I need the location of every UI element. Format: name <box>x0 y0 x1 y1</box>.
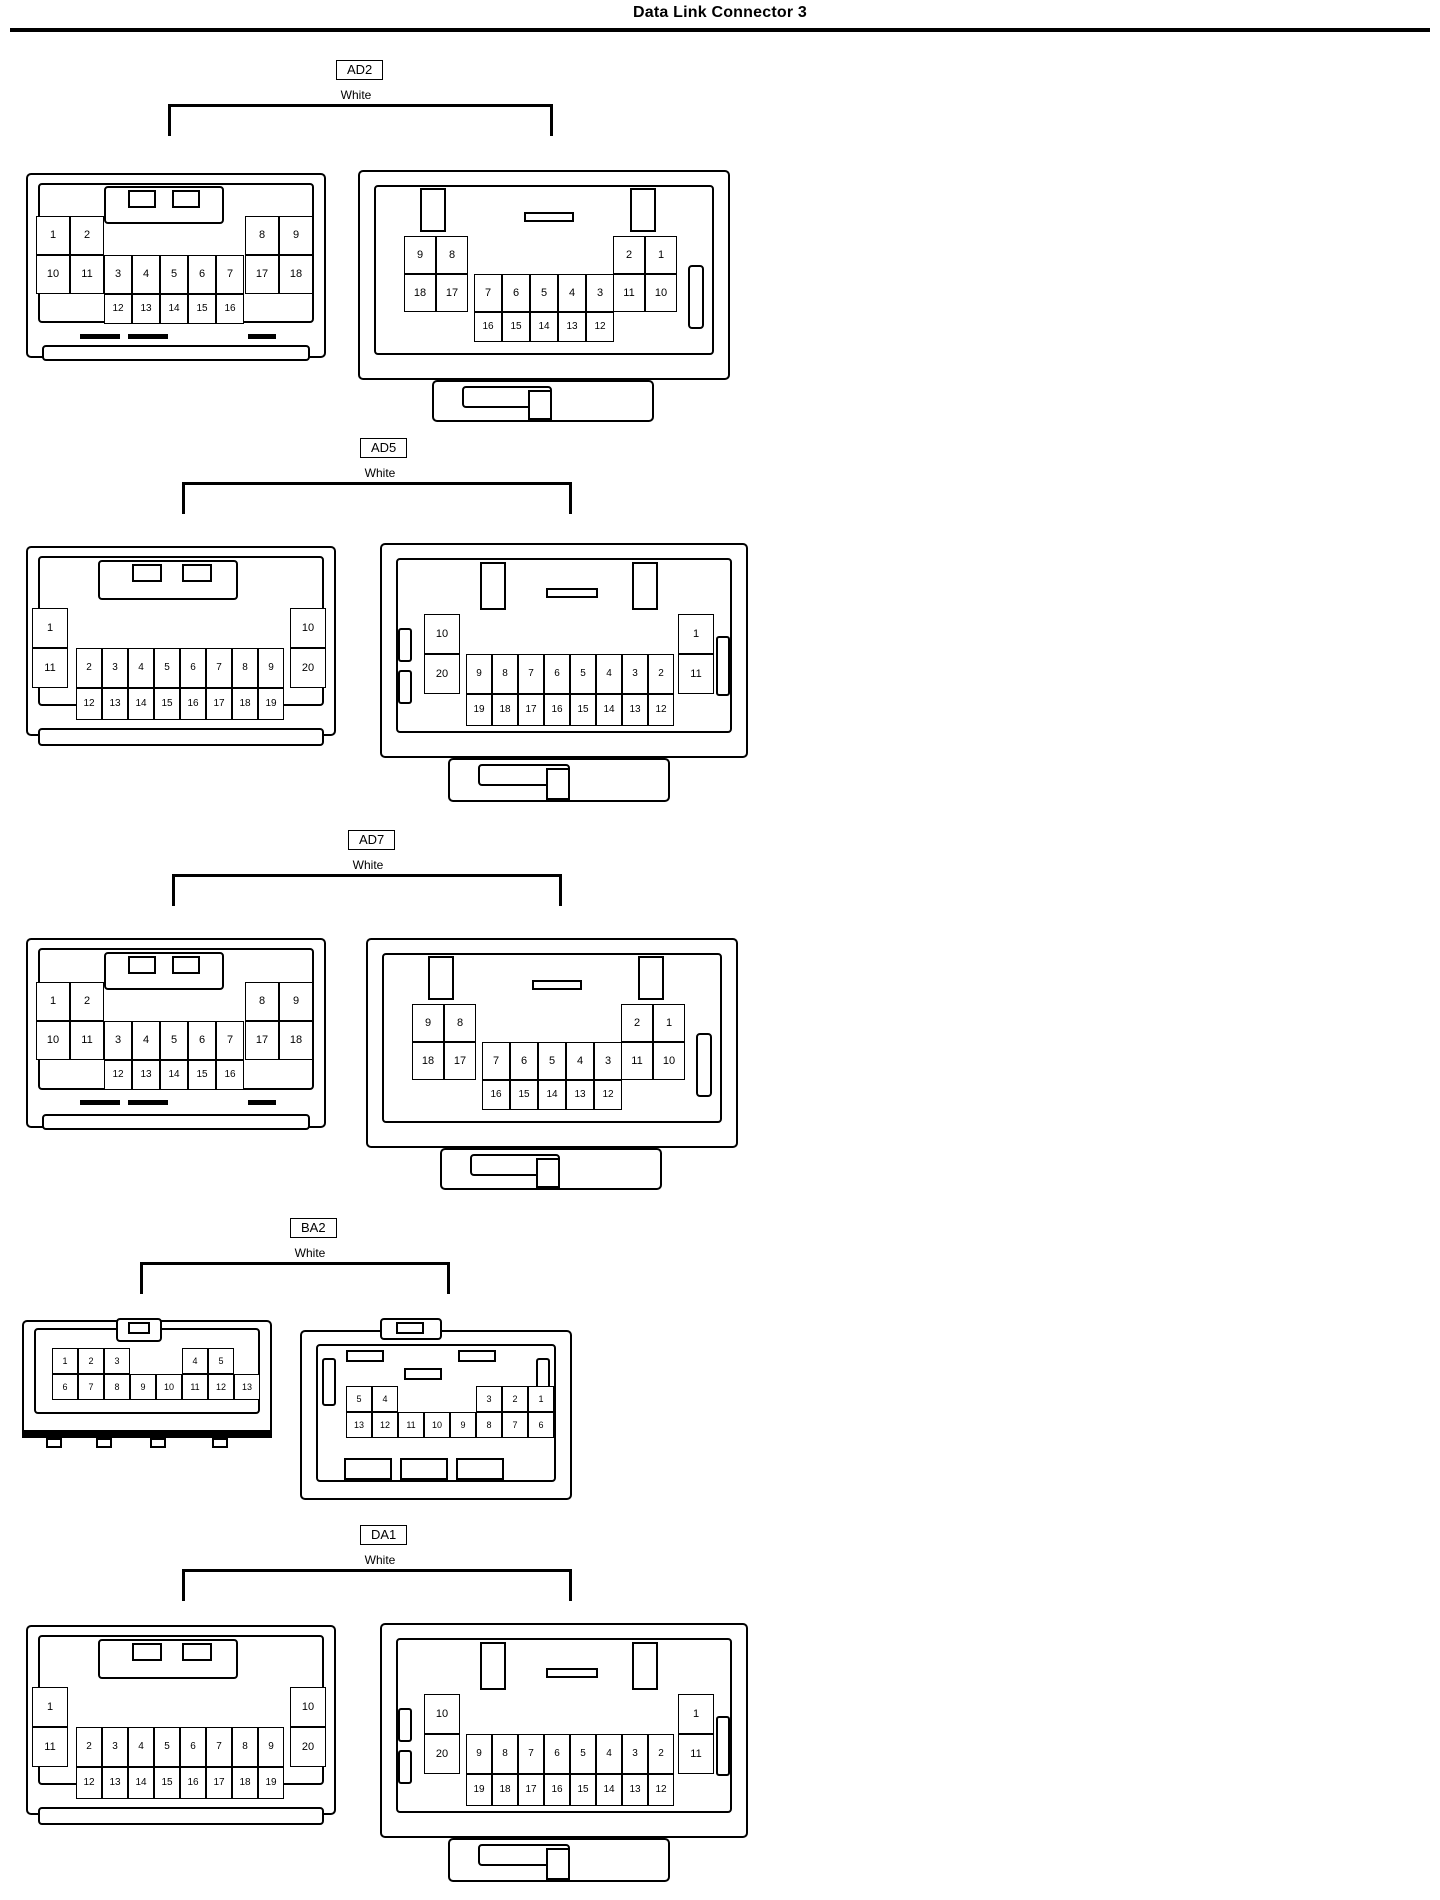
pin-cell: 14 <box>596 694 622 726</box>
pin-cell: 4 <box>132 255 160 294</box>
pin-cell: 1 <box>528 1386 554 1412</box>
pin-cell: 12 <box>648 694 674 726</box>
connector-color-ad7: White <box>352 858 384 872</box>
pin-cell: 11 <box>182 1374 208 1400</box>
pin-cell: 3 <box>102 648 128 688</box>
pin-cell: 14 <box>160 1060 188 1090</box>
pin-cell: 7 <box>518 1734 544 1774</box>
pin-cell: 2 <box>621 1004 653 1042</box>
pin-cell: 6 <box>544 654 570 694</box>
pin-cell: 1 <box>52 1348 78 1374</box>
pin-cell: 7 <box>474 274 502 312</box>
pin-cell: 20 <box>424 654 460 694</box>
pin-cell: 18 <box>279 255 313 294</box>
pin-cell: 7 <box>482 1042 510 1080</box>
pin-cell: 4 <box>372 1386 398 1412</box>
pin-cell: 3 <box>104 1021 132 1060</box>
pin-cell: 2 <box>648 654 674 694</box>
pin-cell: 6 <box>510 1042 538 1080</box>
pin-cell: 14 <box>128 688 154 720</box>
pin-cell: 12 <box>648 1774 674 1806</box>
pin-cell: 12 <box>594 1080 622 1110</box>
pin-cell: 18 <box>492 694 518 726</box>
pin-cell: 13 <box>102 1767 128 1799</box>
pin-cell: 8 <box>444 1004 476 1042</box>
pin-cell: 18 <box>412 1042 444 1080</box>
pin-cell: 6 <box>544 1734 570 1774</box>
pin-cell: 16 <box>216 294 244 324</box>
pin-cell: 4 <box>128 1727 154 1767</box>
pin-cell: 8 <box>245 982 279 1021</box>
pin-cell: 17 <box>206 1767 232 1799</box>
pin-cell: 19 <box>258 1767 284 1799</box>
pin-cell: 18 <box>232 1767 258 1799</box>
pin-cell: 5 <box>570 1734 596 1774</box>
pin-cell: 11 <box>32 1727 68 1767</box>
pin-cell: 8 <box>104 1374 130 1400</box>
pin-cell: 3 <box>586 274 614 312</box>
pin-cell: 10 <box>424 1694 460 1734</box>
pin-cell: 1 <box>36 982 70 1021</box>
pin-cell: 18 <box>232 688 258 720</box>
pin-cell: 6 <box>188 1021 216 1060</box>
connector-bracket-ad7 <box>172 874 562 906</box>
pin-cell: 6 <box>52 1374 78 1400</box>
connector-group-ad2 <box>0 60 1440 360</box>
pin-cell: 11 <box>621 1042 653 1080</box>
pin-cell: 12 <box>208 1374 234 1400</box>
pin-cell: 10 <box>36 255 70 294</box>
connector-group-ad7 <box>0 830 1440 1160</box>
page-title: Data Link Connector 3 <box>632 4 807 21</box>
pin-cell: 20 <box>290 1727 326 1767</box>
pin-cell: 7 <box>206 1727 232 1767</box>
pin-cell: 17 <box>245 1021 279 1060</box>
pin-cell: 4 <box>182 1348 208 1374</box>
pin-cell: 16 <box>544 1774 570 1806</box>
pin-cell: 2 <box>76 1727 102 1767</box>
pin-cell: 12 <box>372 1412 398 1438</box>
pin-cell: 10 <box>645 274 677 312</box>
pin-cell: 5 <box>570 654 596 694</box>
pin-cell: 4 <box>558 274 586 312</box>
pin-cell: 18 <box>404 274 436 312</box>
pin-cell: 9 <box>279 216 313 255</box>
pin-cell: 20 <box>290 648 326 688</box>
pin-cell: 10 <box>290 1687 326 1727</box>
pin-cell: 8 <box>245 216 279 255</box>
pin-cell: 19 <box>258 688 284 720</box>
pin-cell: 13 <box>566 1080 594 1110</box>
pin-cell: 1 <box>32 1687 68 1727</box>
pin-cell: 5 <box>530 274 558 312</box>
pin-cell: 2 <box>648 1734 674 1774</box>
pin-cell: 13 <box>558 312 586 342</box>
pin-cell: 13 <box>622 1774 648 1806</box>
pin-cell: 14 <box>538 1080 566 1110</box>
pin-cell: 1 <box>645 236 677 274</box>
pin-cell: 17 <box>518 694 544 726</box>
pin-cell: 9 <box>450 1412 476 1438</box>
pin-cell: 10 <box>424 614 460 654</box>
connector-group-da1 <box>0 1525 1440 1885</box>
pin-cell: 6 <box>502 274 530 312</box>
pin-cell: 14 <box>128 1767 154 1799</box>
pin-cell: 14 <box>530 312 558 342</box>
pin-cell: 17 <box>444 1042 476 1080</box>
pin-cell: 2 <box>78 1348 104 1374</box>
pin-cell: 13 <box>346 1412 372 1438</box>
pin-cell: 13 <box>132 1060 160 1090</box>
pin-cell: 3 <box>622 654 648 694</box>
pin-cell: 13 <box>102 688 128 720</box>
pin-cell: 12 <box>586 312 614 342</box>
pin-cell: 5 <box>208 1348 234 1374</box>
pin-cell: 16 <box>474 312 502 342</box>
pin-cell: 3 <box>104 255 132 294</box>
pin-cell: 5 <box>346 1386 372 1412</box>
pin-cell: 5 <box>538 1042 566 1080</box>
pin-cell: 3 <box>594 1042 622 1080</box>
pin-cell: 4 <box>132 1021 160 1060</box>
connector-bracket-ad5 <box>182 482 572 514</box>
pin-cell: 9 <box>466 654 492 694</box>
pin-cell: 4 <box>596 1734 622 1774</box>
connector-group-ba2 <box>0 1218 1440 1508</box>
page-header <box>0 0 1440 34</box>
pin-cell: 1 <box>653 1004 685 1042</box>
connector-tag-da1: DA1 <box>360 1525 407 1545</box>
pin-cell: 10 <box>653 1042 685 1080</box>
pin-cell: 2 <box>613 236 645 274</box>
pin-cell: 5 <box>160 1021 188 1060</box>
pin-cell: 10 <box>36 1021 70 1060</box>
pin-cell: 18 <box>492 1774 518 1806</box>
pin-cell: 6 <box>188 255 216 294</box>
pin-cell: 1 <box>32 608 68 648</box>
pin-cell: 5 <box>160 255 188 294</box>
pin-cell: 7 <box>216 1021 244 1060</box>
pin-cell: 3 <box>102 1727 128 1767</box>
pin-cell: 12 <box>76 1767 102 1799</box>
pin-cell: 17 <box>245 255 279 294</box>
pin-cell: 13 <box>622 694 648 726</box>
pin-cell: 8 <box>436 236 468 274</box>
pin-cell: 4 <box>566 1042 594 1080</box>
pin-cell: 7 <box>206 648 232 688</box>
connector-color-ba2: White <box>294 1246 326 1260</box>
pin-cell: 15 <box>154 1767 180 1799</box>
pin-cell: 7 <box>518 654 544 694</box>
pin-cell: 16 <box>180 688 206 720</box>
pin-cell: 7 <box>502 1412 528 1438</box>
pin-cell: 8 <box>492 654 518 694</box>
connector-tag-ad2: AD2 <box>336 60 383 80</box>
pin-cell: 15 <box>502 312 530 342</box>
pin-cell: 11 <box>613 274 645 312</box>
connector-tag-ba2: BA2 <box>290 1218 337 1238</box>
pin-cell: 16 <box>482 1080 510 1110</box>
pin-cell: 13 <box>234 1374 260 1400</box>
pin-cell: 9 <box>130 1374 156 1400</box>
pin-cell: 8 <box>232 1727 258 1767</box>
pin-cell: 19 <box>466 1774 492 1806</box>
pin-cell: 6 <box>180 1727 206 1767</box>
pin-cell: 17 <box>436 274 468 312</box>
connector-group-ad5 <box>0 438 1440 768</box>
connector-color-ad5: White <box>364 466 396 480</box>
pin-cell: 9 <box>258 648 284 688</box>
pin-cell: 11 <box>678 654 714 694</box>
pin-cell: 10 <box>156 1374 182 1400</box>
pin-cell: 6 <box>180 648 206 688</box>
pin-cell: 8 <box>492 1734 518 1774</box>
pin-cell: 8 <box>476 1412 502 1438</box>
pin-cell: 15 <box>570 694 596 726</box>
pin-cell: 11 <box>70 1021 104 1060</box>
pin-cell: 9 <box>258 1727 284 1767</box>
pin-cell: 14 <box>596 1774 622 1806</box>
pin-cell: 2 <box>76 648 102 688</box>
connector-bracket-da1 <box>182 1569 572 1601</box>
connector-color-ad2: White <box>340 88 372 102</box>
pin-cell: 9 <box>412 1004 444 1042</box>
pin-cell: 16 <box>544 694 570 726</box>
pin-cell: 20 <box>424 1734 460 1774</box>
connector-tag-ad7: AD7 <box>348 830 395 850</box>
pin-cell: 3 <box>622 1734 648 1774</box>
pin-cell: 12 <box>76 688 102 720</box>
pin-cell: 11 <box>32 648 68 688</box>
pin-cell: 4 <box>596 654 622 694</box>
pin-cell: 6 <box>528 1412 554 1438</box>
pin-cell: 15 <box>154 688 180 720</box>
pin-cell: 3 <box>104 1348 130 1374</box>
pin-cell: 16 <box>216 1060 244 1090</box>
pin-cell: 11 <box>398 1412 424 1438</box>
pin-cell: 8 <box>232 648 258 688</box>
connector-color-da1: White <box>364 1553 396 1567</box>
pin-cell: 2 <box>70 216 104 255</box>
pin-cell: 11 <box>70 255 104 294</box>
pin-cell: 5 <box>154 648 180 688</box>
pin-cell: 9 <box>466 1734 492 1774</box>
pin-cell: 12 <box>104 294 132 324</box>
pin-cell: 7 <box>216 255 244 294</box>
pin-cell: 9 <box>279 982 313 1021</box>
connector-bracket-ba2 <box>140 1262 450 1294</box>
pin-cell: 3 <box>476 1386 502 1412</box>
pin-cell: 4 <box>128 648 154 688</box>
pin-cell: 17 <box>206 688 232 720</box>
header-rule <box>10 28 1430 32</box>
pin-cell: 15 <box>188 294 216 324</box>
pin-cell: 16 <box>180 1767 206 1799</box>
pin-cell: 9 <box>404 236 436 274</box>
pin-cell: 14 <box>160 294 188 324</box>
pin-cell: 5 <box>154 1727 180 1767</box>
pin-cell: 15 <box>510 1080 538 1110</box>
pin-cell: 2 <box>502 1386 528 1412</box>
pin-cell: 10 <box>424 1412 450 1438</box>
pin-cell: 11 <box>678 1734 714 1774</box>
pin-cell: 18 <box>279 1021 313 1060</box>
pin-cell: 7 <box>78 1374 104 1400</box>
pin-cell: 15 <box>570 1774 596 1806</box>
pin-cell: 10 <box>290 608 326 648</box>
connector-bracket-ad2 <box>168 104 553 136</box>
pin-cell: 1 <box>36 216 70 255</box>
pin-cell: 2 <box>70 982 104 1021</box>
connector-tag-ad5: AD5 <box>360 438 407 458</box>
pin-cell: 15 <box>188 1060 216 1090</box>
pin-cell: 17 <box>518 1774 544 1806</box>
pin-cell: 1 <box>678 1694 714 1734</box>
pin-cell: 19 <box>466 694 492 726</box>
pin-cell: 13 <box>132 294 160 324</box>
pin-cell: 1 <box>678 614 714 654</box>
pin-cell: 12 <box>104 1060 132 1090</box>
